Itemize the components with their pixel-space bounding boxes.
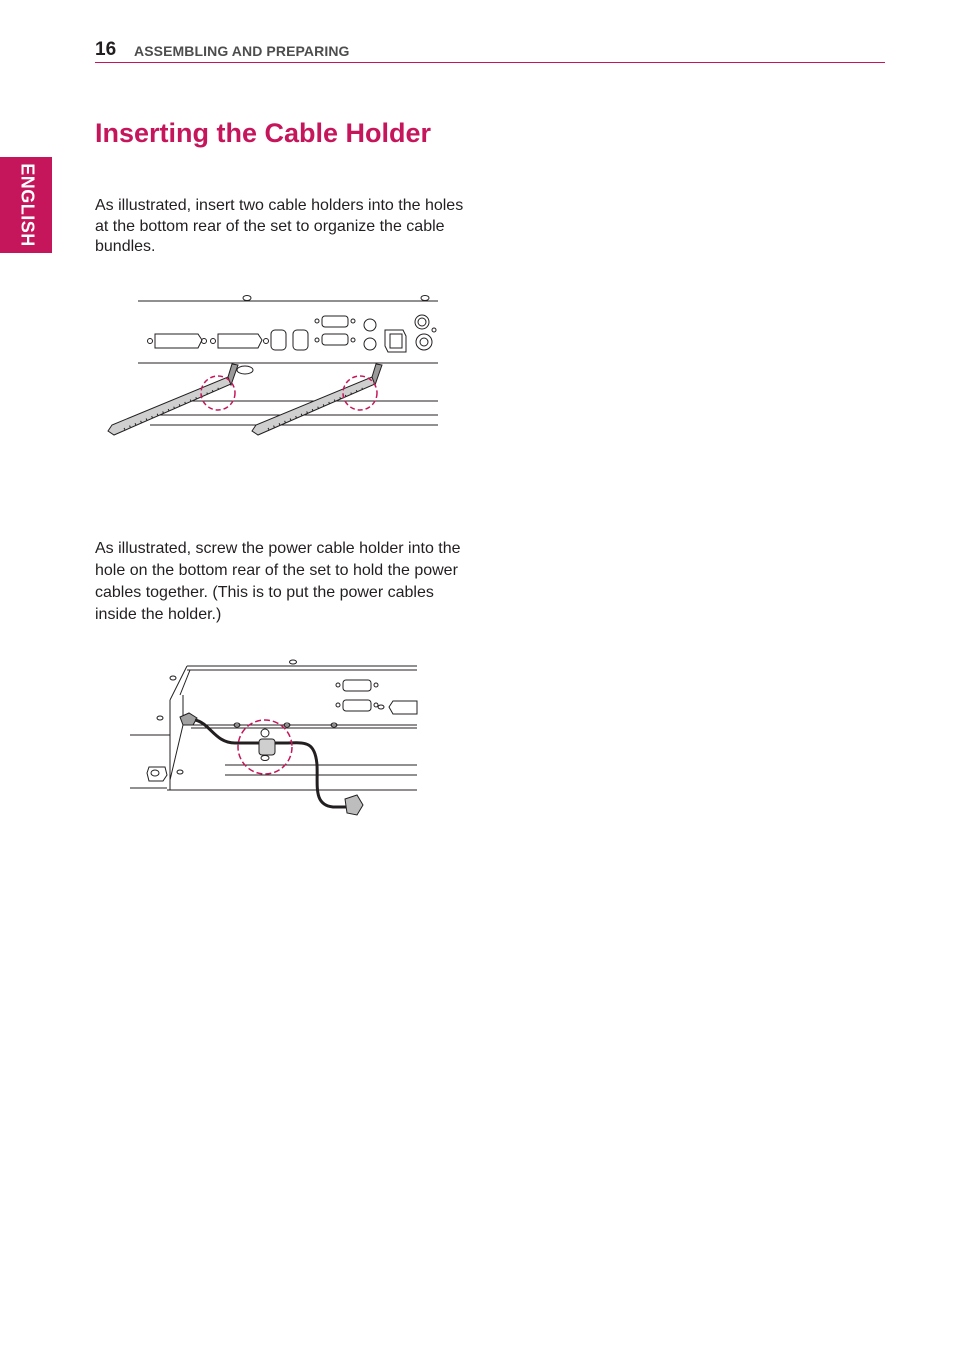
instruction-paragraph-2: As illustrated, screw the power cable holder into the hole on the bottom rear of the set to hold the power cables together. (This is to put the power cables inside the holder.) [95,540,461,623]
page-number: 16 [95,39,117,60]
page-header [95,38,885,63]
language-label: ENGLISH [17,163,38,247]
section-title: ASSEMBLING AND PREPARING [134,43,350,59]
instruction-paragraph-1: As illustrated, insert two cable holders into the holes at the bottom rear of the set to organize the cable bundles. [95,197,464,255]
cable-holder-illustration [100,290,445,445]
page-title: Inserting the Cable Holder [95,118,432,148]
language-tab [0,157,52,253]
power-cable-holder-illustration [125,655,425,820]
